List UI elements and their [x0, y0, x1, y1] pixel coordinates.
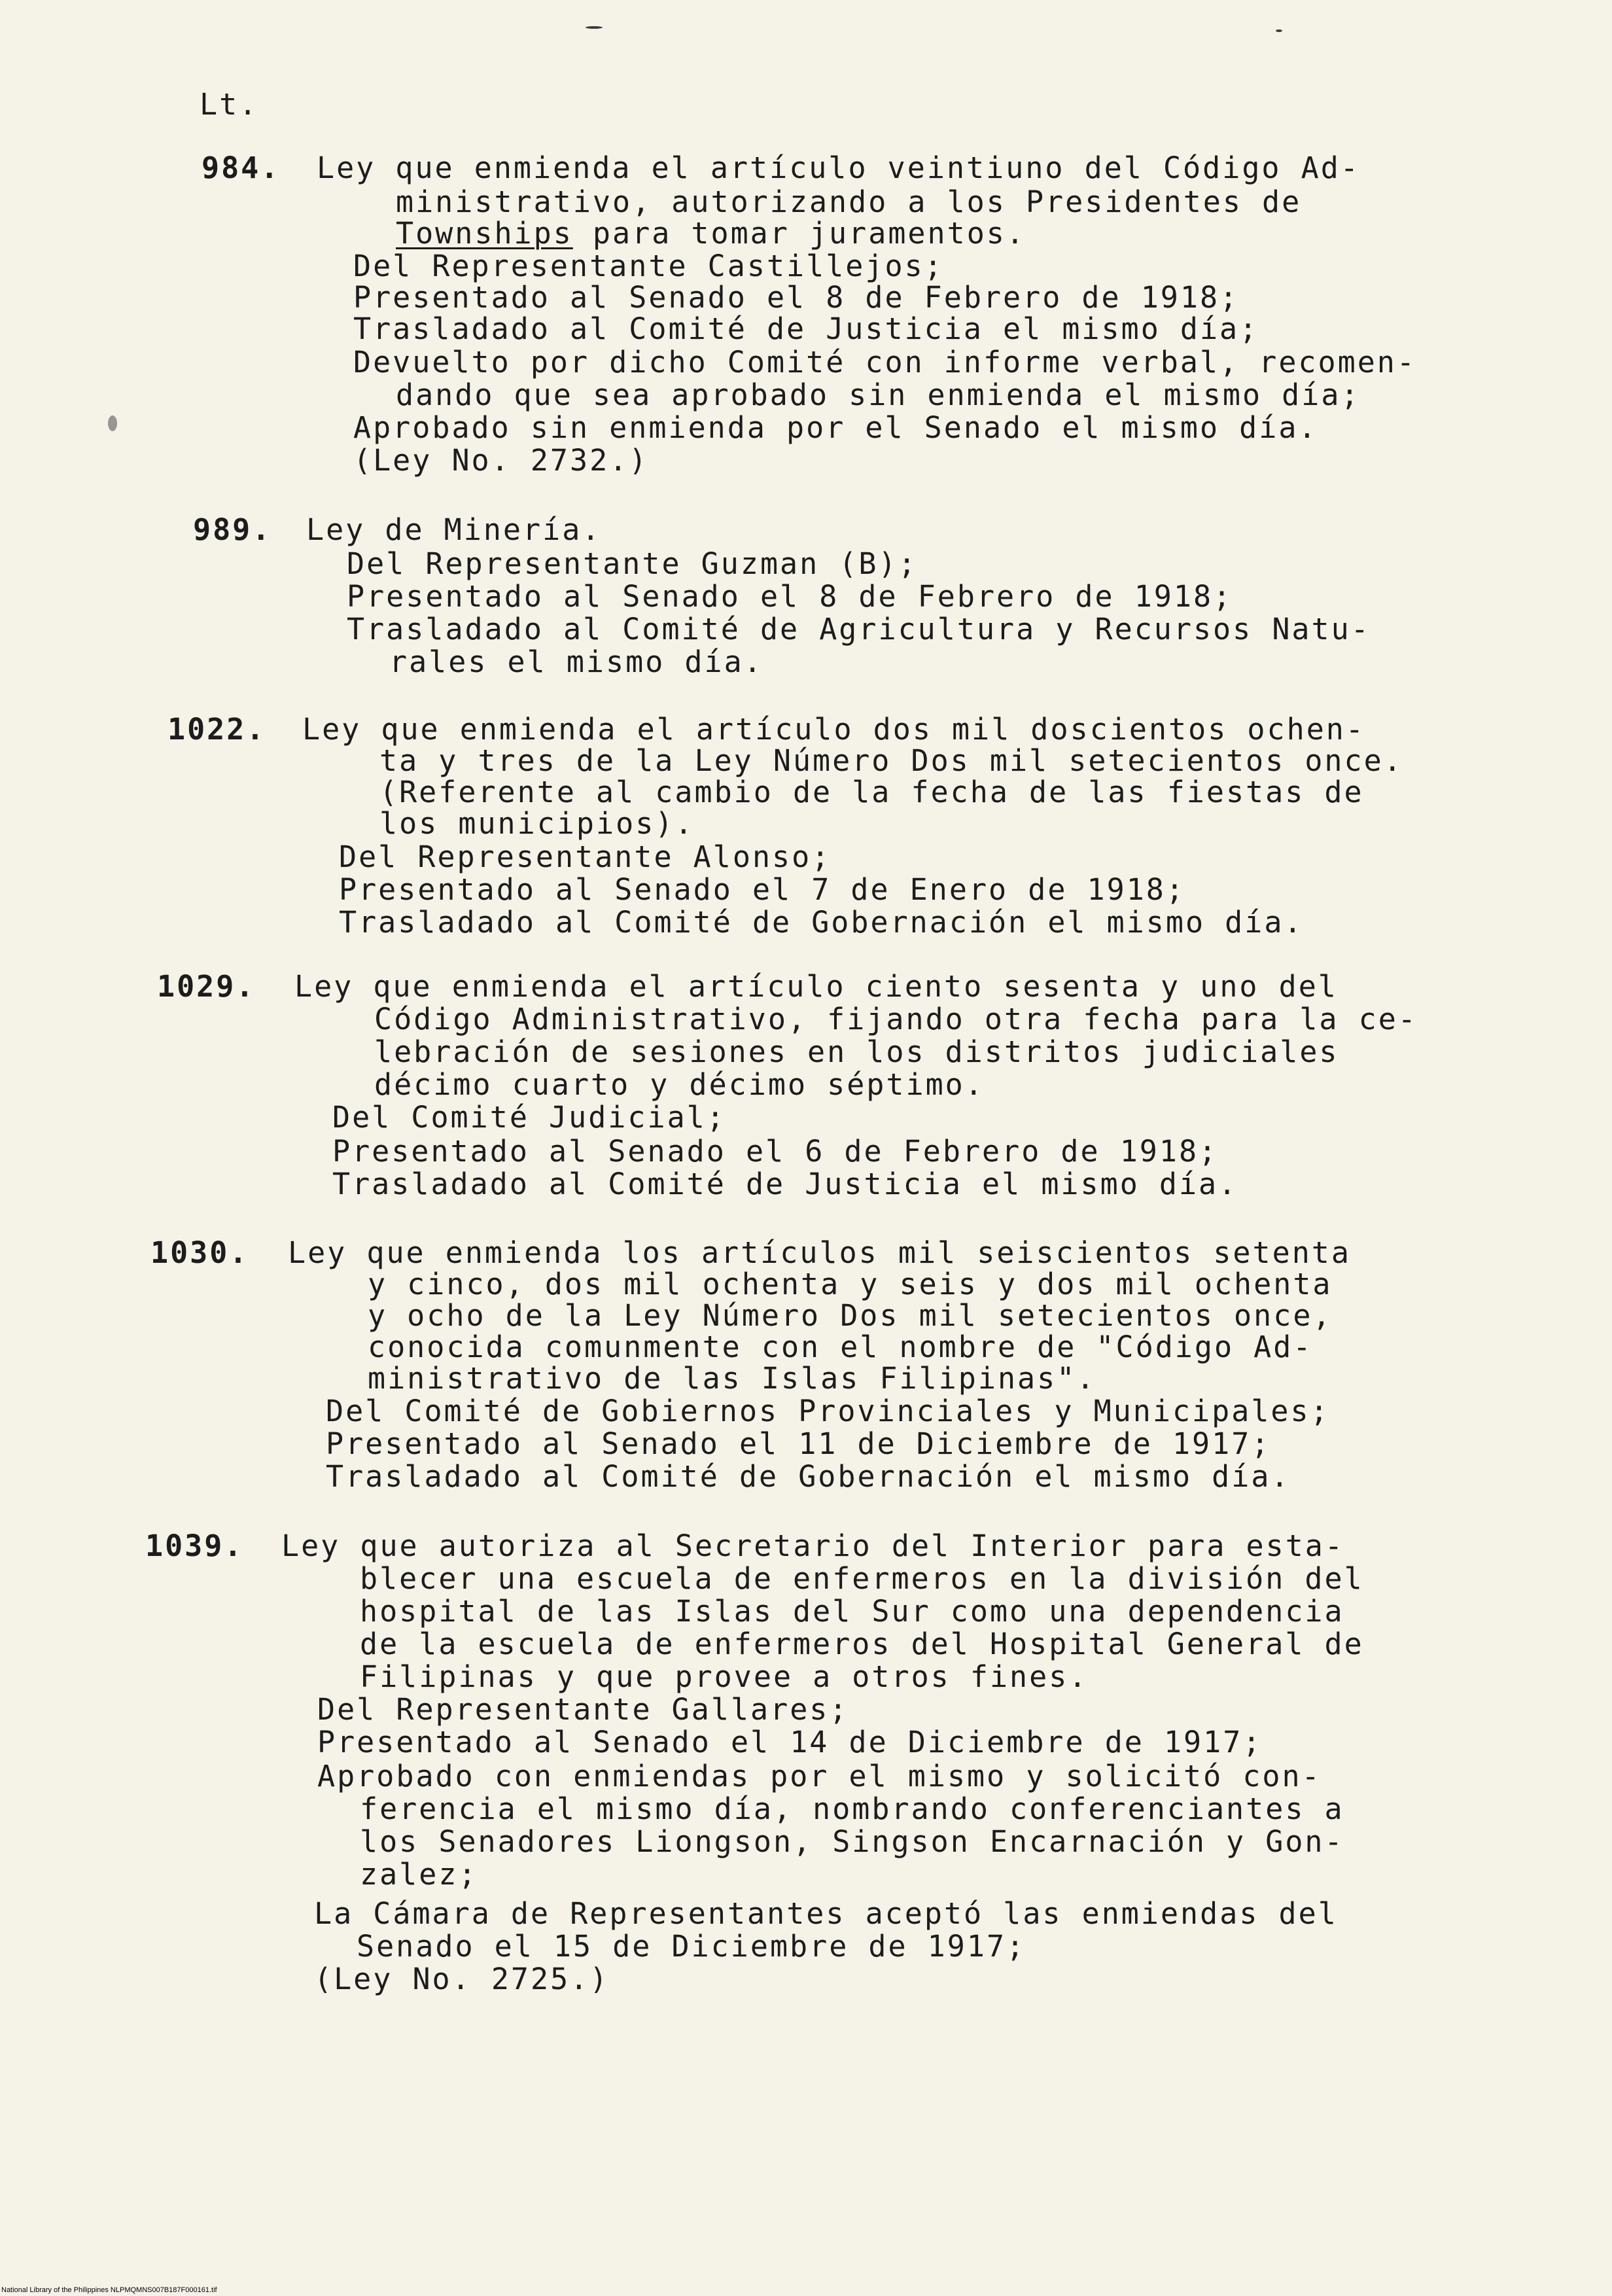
sponsor-line: Del Comité Judicial; [332, 1100, 726, 1135]
bill-title-line: y cinco, dos mil ochenta y seis y dos mil ochenta [368, 1267, 1333, 1301]
status-line: dando que sea aprobado sin enmienda el mismo día; [396, 378, 1361, 412]
bill-title-line: Ley que enmienda el artículo ciento sesenta y uno del [294, 969, 1338, 1004]
status-line: rales el mismo día. [389, 645, 763, 679]
status-line: Trasladado al Comité de Gobernación el mismo día. [326, 1459, 1291, 1494]
bill-title-line: ta y tres de la Ley Número Dos mil setecientos once. [379, 743, 1403, 778]
bill-title-line: décimo cuarto y décimo séptimo. [374, 1067, 985, 1102]
bill-number: 1030. [150, 1235, 249, 1270]
status-line: Presentado al Senado el 6 de Febrero de 1918; [332, 1134, 1219, 1169]
bill-title-line [396, 217, 1026, 250]
bill-title-line: ministrativo de las Islas Filipinas". [368, 1361, 1096, 1396]
bill-title-line: blecer una escuela de enfermeros en la división del [360, 1561, 1364, 1596]
law-number-line: (Ley No. 2725.) [314, 1962, 610, 1996]
status-line: Presentado al Senado el 14 de Diciembre de 1917; [317, 1725, 1263, 1759]
status-line: Presentado al Senado el 8 de Febrero de 1918; [353, 280, 1240, 315]
townships-underlined: Townships [396, 216, 573, 251]
bill-title-line: conocida comunmente con el nombre de "Código Ad- [368, 1330, 1313, 1364]
status-line: Aprobado sin enmienda por el Senado el mismo día. [353, 410, 1318, 445]
bill-number: 989. [193, 512, 272, 547]
bill-title-line: Ley que enmienda el artículo dos mil doscientos ochen- [302, 712, 1365, 747]
bill-title-line: Ley que autoriza al Secretario del Interior para esta- [281, 1528, 1344, 1563]
bill-title-line: (Referente al cambio de la fecha de las fiestas de [379, 775, 1364, 809]
status-line: los Senadores Liongson, Singson Encarnación y Gon- [360, 1824, 1344, 1859]
status-line: Aprobado con enmiendas por el mismo y solicitó con- [317, 1759, 1322, 1793]
sponsor-line: Del Representante Guzman (B); [347, 546, 918, 581]
law-number-line: (Ley No. 2732.) [353, 443, 649, 478]
bill-title-line: hospital de las Islas del Sur como una dependencia [360, 1594, 1344, 1629]
archive-footer: National Library of the Philippines NLPMQMNS007B187F000161.tif [1, 2286, 217, 2294]
status-line: La Cámara de Representantes aceptó las enmiendas del [314, 1896, 1338, 1931]
bill-number: 984. [202, 150, 281, 185]
status-line: Presentado al Senado el 8 de Febrero de 1918; [347, 579, 1233, 614]
bill-title-line: y ocho de la Ley Número Dos mil setecientos once, [368, 1298, 1333, 1333]
bill-title-line: Filipinas y que provee a otros fines. [360, 1659, 1089, 1694]
sponsor-line: Del Representante Alonso; [339, 839, 832, 874]
scan-speck [586, 26, 603, 29]
status-line: Trasladado al Comité de Agricultura y Recursos Natu- [347, 612, 1371, 646]
scan-speck [108, 415, 117, 431]
bill-title-line: Ley de Minería. [306, 512, 602, 547]
bill-title-line: ministrativo, autorizando a los Presidentes de [396, 185, 1302, 219]
status-line: Trasladado al Comité de Gobernación el mismo día. [339, 905, 1304, 940]
bill-number: 1029. [157, 969, 256, 1004]
bill-number: 1022. [167, 712, 266, 747]
bill-title-line: Ley que enmienda los artículos mil seiscientos setenta [288, 1235, 1351, 1270]
status-line: Devuelto por dicho Comité con informe verbal, recomen- [353, 345, 1416, 380]
status-line: Senado el 15 de Diciembre de 1917; [357, 1929, 1026, 1964]
status-line: Presentado al Senado el 11 de Diciembre de 1917; [326, 1426, 1271, 1461]
sponsor-line: Del Comité de Gobiernos Provinciales y Municipales; [326, 1394, 1330, 1428]
bill-number: 1039. [145, 1528, 244, 1563]
scan-speck [1276, 29, 1282, 32]
bill-title-line: los municipios). [379, 806, 695, 841]
bill-title-line-rest: para tomar juramentos. [572, 216, 1026, 251]
page-label: Lt. [200, 87, 259, 122]
bill-title-line: lebración de sesiones en los distritos judiciales [374, 1034, 1339, 1069]
status-line: Presentado al Senado el 7 de Enero de 1918; [339, 872, 1185, 907]
status-line: zalez; [360, 1857, 478, 1892]
bill-title-line: Ley que enmienda el artículo veintiuno del Código Ad- [317, 150, 1360, 185]
status-line: Trasladado al Comité de Justicia el mismo día; [353, 311, 1259, 346]
sponsor-line: Del Representante Castillejos; [353, 249, 944, 283]
sponsor-line: Del Representante Gallares; [317, 1692, 849, 1727]
bill-title-line: de la escuela de enfermeros del Hospital General de [360, 1627, 1364, 1661]
bill-title-line: Código Administrativo, fijando otra fecha para la ce- [374, 1002, 1418, 1036]
status-line: ferencia el mismo día, nombrando conferenciantes a [360, 1792, 1344, 1826]
status-line: Trasladado al Comité de Justicia el mismo día. [332, 1167, 1238, 1201]
